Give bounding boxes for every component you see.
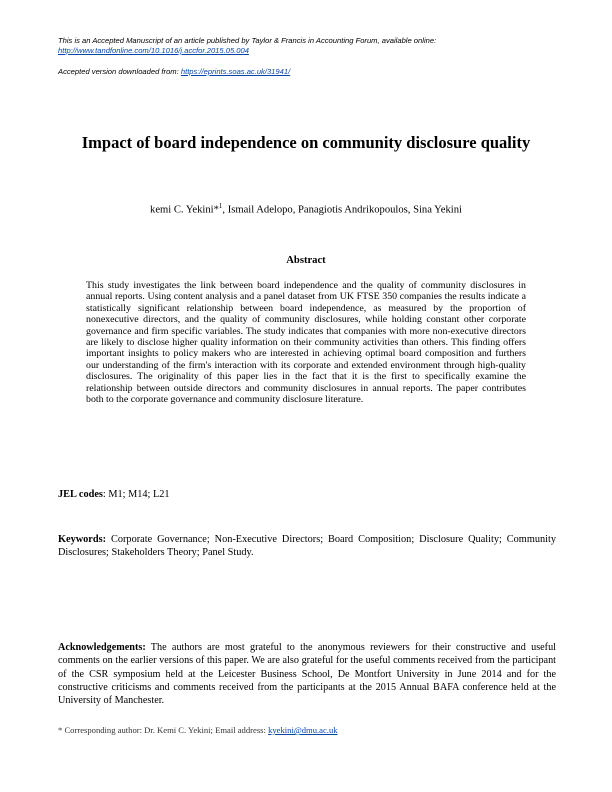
keywords: [58, 533, 556, 560]
abstract-text: This study investigates the link between board independence and the quality of community disclosures in annual reports. Using content analysis and a panel dataset from UK FTSE 350 companies the results indicate a statistically significant relationship between board independence, as measured by the proportion of nonexecutive directors, and the quality of community disclosures, while holding constant other corporate governance and firm specific variables. The study indicates that companies with more non-executive directors are likely to disclose higher quality information on their community activities than others. This finding offers important insights to policy makers who are interested in achieving optimal board composition and furthers our understanding of the firm's interaction with its corporate and extended environment through high-quality disclosures. The originality of this paper lies in the fact that it is the first to specifically examine the relationship between outside directors and community disclosures in annual reports. The paper contributes both to the corporate governance and community disclosure literature.: [86, 280, 526, 406]
eprints-link[interactable]: https://eprints.soas.ac.uk/31941/: [180, 67, 291, 76]
keywords-label: Keywords:: [58, 534, 107, 545]
corresponding-text: * Corresponding author: Dr. Kemi C. Yekini; Email address:: [58, 725, 269, 735]
other-authors: , Ismail Adelopo, Panagiotis Andrikopoulos, Sina Yekini: [222, 204, 462, 216]
keywords-value: Corporate Governance; Non-Executive Directors; Board Composition; Disclosure Quality; Community Disclosures; Stakeholders Theory; Panel Study.: [58, 534, 556, 559]
published-article-link[interactable]: http://www.tandfonline.com/10.1016/j.accfor.2015.05.004: [58, 46, 249, 55]
author-list: [60, 202, 552, 216]
download-notice: [58, 67, 558, 77]
download-label: Accepted version downloaded from:: [58, 67, 179, 76]
first-author: kemi C. Yekini*: [150, 204, 219, 216]
corresponding-email-link[interactable]: kyekini@dmu.ac.uk: [268, 725, 338, 735]
acknowledgements-label: Acknowledgements:: [58, 642, 146, 653]
jel-codes: [58, 489, 558, 500]
acknowledgements: [58, 641, 556, 707]
jel-value: : M1; M14; L21: [102, 489, 170, 500]
manuscript-header: [58, 36, 558, 77]
corresponding-author-note: [58, 725, 556, 735]
publication-notice: This is an Accepted Manuscript of an article published by Taylor & Francis in Accounting Forum, available online:: [58, 36, 437, 45]
jel-label: JEL codes: [58, 489, 103, 500]
abstract-heading: Abstract: [286, 255, 326, 266]
acknowledgements-text: The authors are most grateful to the anonymous reviewers for their constructive and useful comments on the earlier versions of this paper. We are also grateful for the useful comments received from the participant of the CSR symposium held at the Leicester Business School, De Montfort University in June 2014 and for the constructive criticisms and comments received from the participants at the 2015 Annual BAFA conference held at the University of Manchester.: [58, 642, 556, 707]
author-footnote-mark: 1: [218, 202, 223, 210]
paper-title: Impact of board independence on community disclosure quality: [81, 133, 531, 152]
